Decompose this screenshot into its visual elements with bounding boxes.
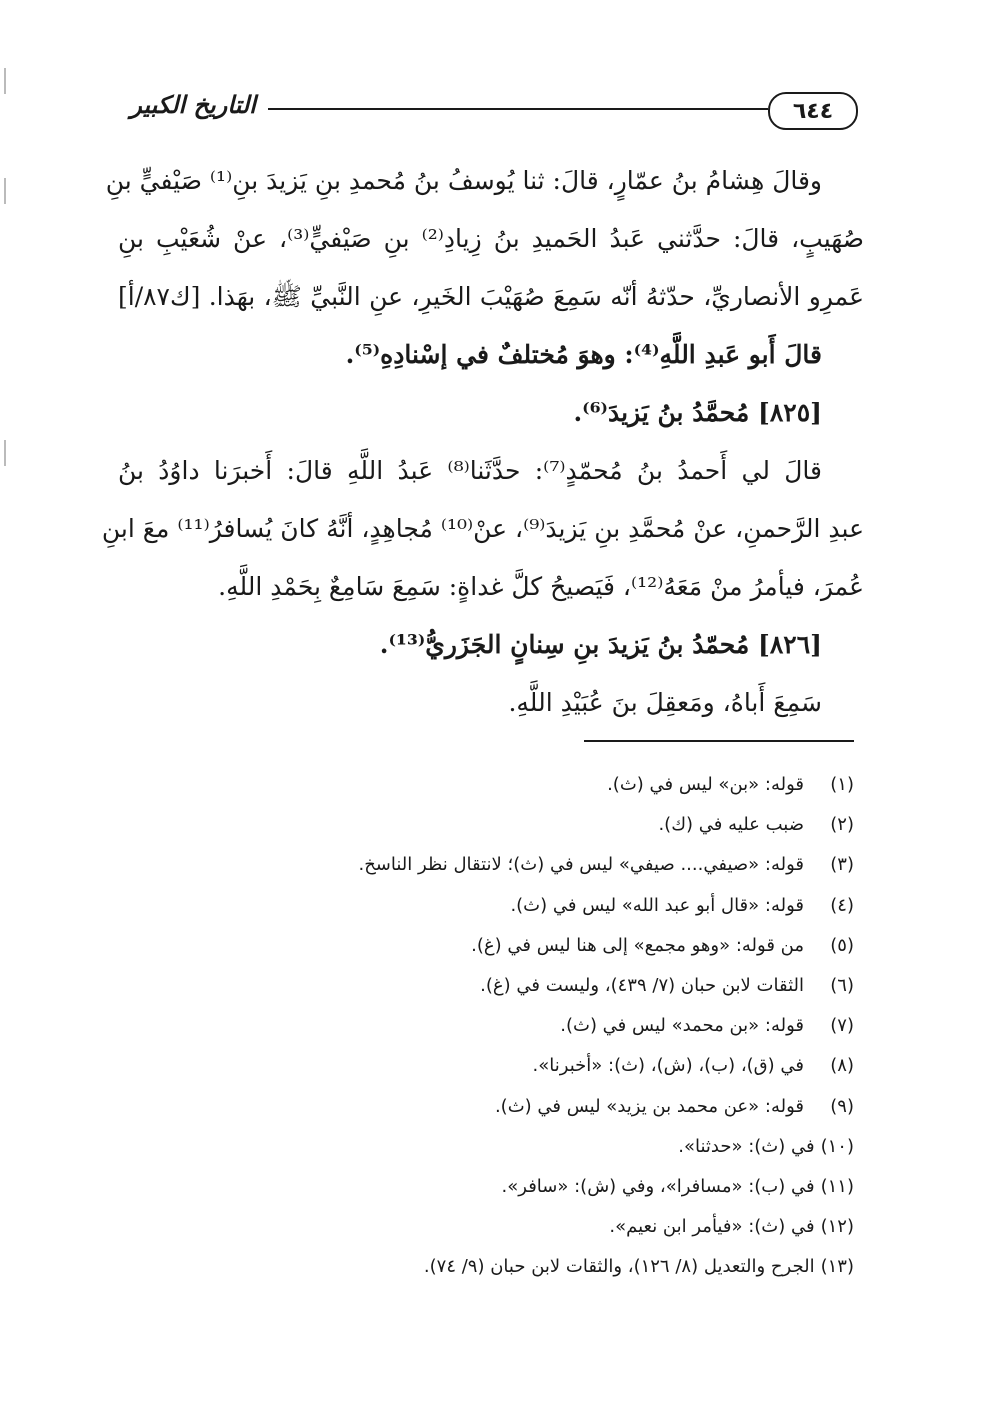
footnote-number: (٢) xyxy=(830,814,854,836)
running-title: التاريخ الكبير xyxy=(130,90,256,119)
footnote-text: قوله: «عن محمد بن يزيد» ليس في (ث). xyxy=(494,1095,804,1117)
footnote-number: (٨) xyxy=(830,1055,854,1077)
text-line: قالَ أَبو عَبدِ اللَّهِ⁽⁴⁾: وهوَ مُختلفٌ في إسْنادِهِ⁽⁵⁾. xyxy=(345,340,822,369)
footnote xyxy=(134,765,854,805)
footnote-number: (٤) xyxy=(830,894,854,916)
footnote-text: الجرح والتعديل (٨/ ١٢٦)، والثقات لابن حبان (٩/ ٧٤). xyxy=(423,1256,815,1278)
footnote xyxy=(134,1167,854,1207)
footnote-text: في (ب): «مسافرا»، وفي (ش): «سافر». xyxy=(501,1175,815,1197)
text-line: عبدِ الرَّحمنِ، عنْ مُحمَّدِ بنِ يَزيدَ⁽⁹⁾، عنْ⁽¹⁰⁾ مُجاهِدٍ، أنَّهُ كانَ يُسافرُ⁽¹¹⁾ معَ ابنِ xyxy=(101,514,864,543)
text-line: سَمِعَ أَباهُ، ومَعقِلَ بنَ عُبَيْدِ اللَّهِ. xyxy=(508,688,822,717)
footnote-text: قوله: «صيفي.... صيفي» ليس في (ث)؛ لانتقال نظر الناسخ. xyxy=(358,854,804,876)
footnote-number: (٥) xyxy=(830,934,854,956)
footnote-number: (١) xyxy=(830,774,854,795)
footnote-text: قوله: «بن محمد» ليس في (ث). xyxy=(560,1015,804,1037)
footnote xyxy=(134,966,854,1006)
footnote xyxy=(134,1006,854,1046)
footnote-text: الثقات لابن حبان (٧/ ٤٣٩)، وليست في (غ). xyxy=(480,974,804,996)
footnote-number: (٧) xyxy=(830,1015,854,1037)
footnote xyxy=(134,805,854,845)
footnote-text: في (ث): «حدثنا». xyxy=(678,1135,815,1157)
footnote-separator xyxy=(584,740,854,742)
footnote-number: (١١) xyxy=(820,1175,854,1197)
header-rule xyxy=(268,108,768,110)
footnote-text: قوله: «بن» ليس في (ث). xyxy=(607,774,804,795)
main-text xyxy=(101,152,864,732)
footnote xyxy=(134,886,854,926)
text-line: عَمرِو الأنصاريِّ، حدّثهُ أنّه سَمِعَ صُهَيْبَ الخَيرِ، عنِ النَّبيِّ ﷺ، بهَذا. [ك٨٧/أ] xyxy=(118,282,864,311)
footnote-number: (٦) xyxy=(830,974,854,996)
footnote xyxy=(134,1247,854,1287)
footnote xyxy=(134,926,854,966)
margin-mark xyxy=(4,68,6,94)
margin-mark xyxy=(4,440,6,466)
footnote-text: في (ق)، (ب)، (ش)، (ث): «أخبرنا». xyxy=(532,1055,804,1077)
text-line: عُمرَ، فيأمرُ منْ مَعَهُ⁽¹²⁾، فَيَصيحُ كلَّ غداةٍ: سَمِعَ سَامِعٌ بِحَمْدِ اللَّهِ. xyxy=(218,572,864,601)
footnote xyxy=(134,1087,854,1127)
text-line: وقالَ هِشامُ بنُ عمّارٍ، قالَ: ثنا يُوسفُ بنُ مُحمدِ بنِ يَزيدَ بنِ⁽¹⁾ صَيْفيٍّ بنِ xyxy=(105,166,822,195)
footnote-number: (٩) xyxy=(830,1095,854,1117)
margin-mark xyxy=(4,178,6,204)
footnote-number: (١٢) xyxy=(820,1216,854,1238)
footnote-text: ضبب عليه في (ك). xyxy=(658,814,804,836)
footnote-text: من قوله: «وهو مجمع» إلى هنا ليس في (غ). xyxy=(471,934,804,956)
footnote-number: (٣) xyxy=(830,854,854,876)
footnote-number: (١٣) xyxy=(820,1256,854,1278)
footnote xyxy=(134,1046,854,1086)
footnote-text: في (ث): «فيأمر ابن نعيم». xyxy=(609,1216,815,1238)
footnote-number: (١٠) xyxy=(820,1135,854,1157)
text-line: صُهَيبٍ، قالَ: حدَّثني عَبدُ الحَميدِ بنُ زِيادِ⁽²⁾ بنِ صَيْفيٍّ⁽³⁾، عنْ شُعَيْبِ بنِ xyxy=(118,224,864,253)
entry-heading: [٨٢٦] مُحمّدُ بنُ يَزيدَ بنِ سِنانٍ الجَزَريُّ⁽¹³⁾. xyxy=(379,630,822,659)
page-header xyxy=(118,88,858,132)
text-line: قالَ لي أَحمدُ بنُ مُحمّدٍ⁽⁷⁾: حدَّثَنا⁽⁸⁾ عَبدُ اللَّهِ قالَ: أَخبرَنا داوُدُ بنُ xyxy=(118,456,822,485)
footnote-text: قوله: «قال أبو عبد الله» ليس في (ث). xyxy=(510,894,804,916)
footnote xyxy=(134,1127,854,1167)
footnote xyxy=(134,1207,854,1247)
footnote xyxy=(134,845,854,885)
footnotes xyxy=(134,765,854,1287)
entry-heading: [٨٢٥] مُحمَّدُ بنُ يَزيدَ⁽⁶⁾. xyxy=(573,398,822,427)
page-number: ٦٤٤ xyxy=(768,92,858,130)
